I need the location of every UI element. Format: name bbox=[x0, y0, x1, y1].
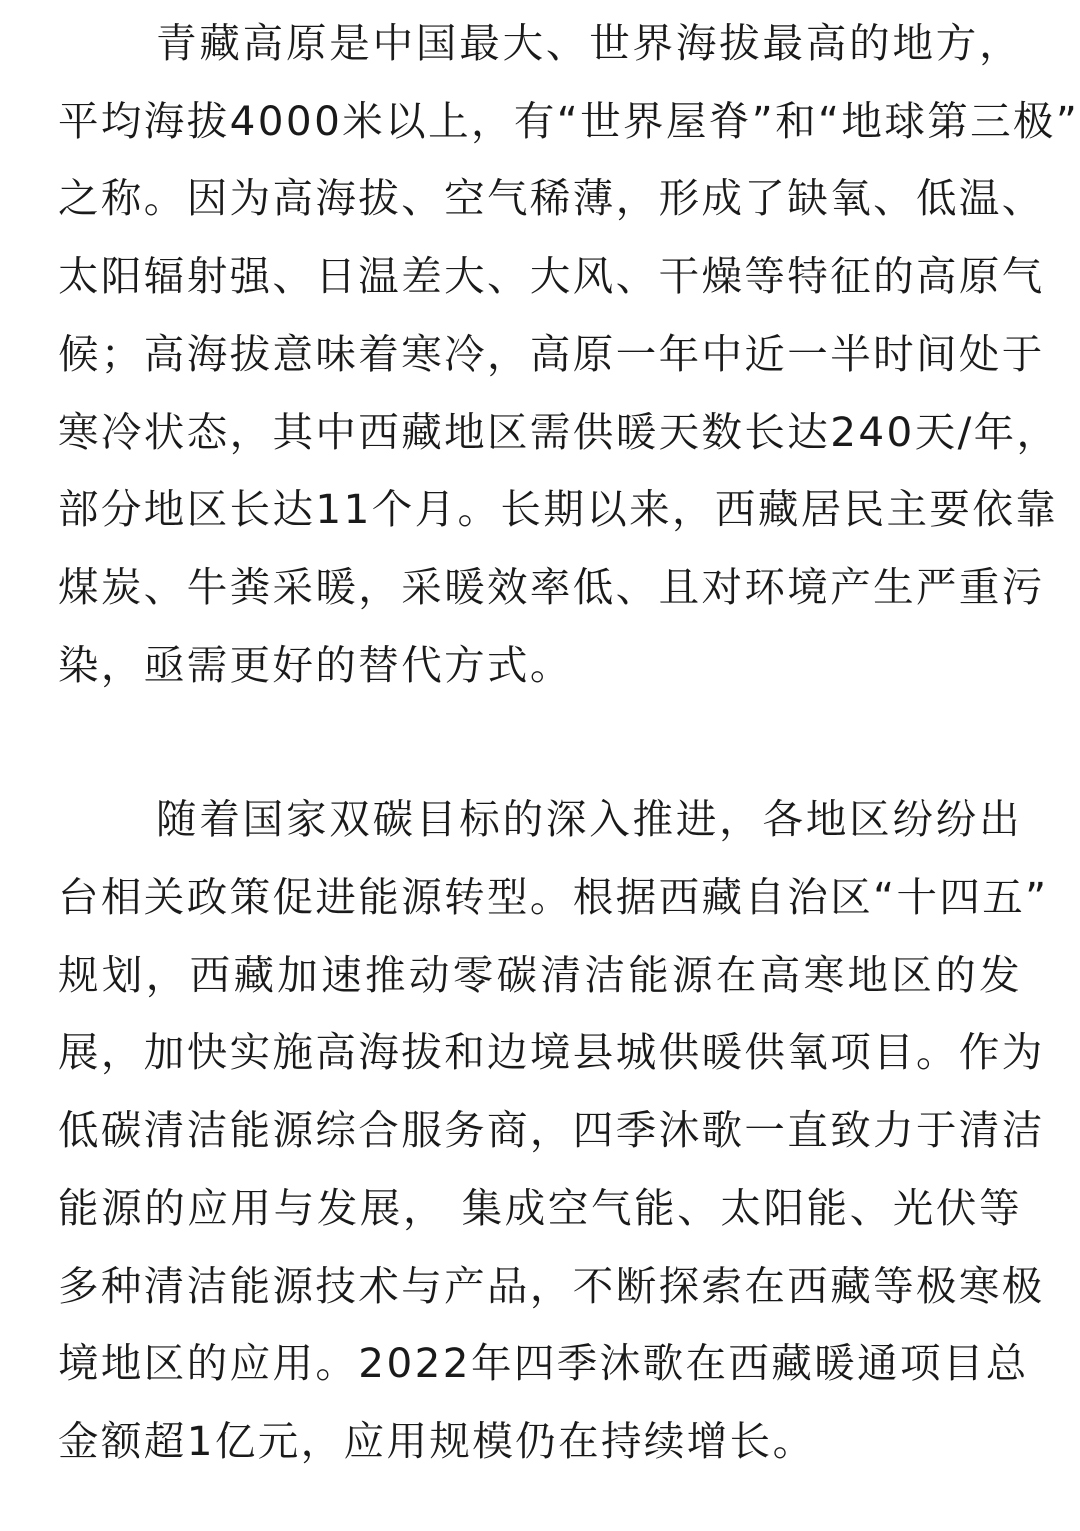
text-line: 规划，西藏加速推动零碳清洁能源在高寒地区的发 bbox=[58, 950, 1022, 999]
text-line: 之称。因为高海拔、空气稀薄，形成了缺氧、低温、 bbox=[58, 174, 1045, 223]
paragraph-plateau-climate bbox=[58, 0, 1080, 704]
text-line: 候；高海拔意味着寒冷，高原一年中近一半时间处于 bbox=[58, 329, 1045, 378]
text-line: 部分地区长达11个月。长期以来，西藏居民主要依靠 bbox=[58, 485, 1059, 534]
text-line: 展，加快实施高海拔和边境县城供暖供氧项目。作为 bbox=[58, 1028, 1045, 1077]
text-line: 台相关政策促进能源转型。根据西藏自治区“十四五” bbox=[58, 873, 1049, 922]
text-line: 太阳辐射强、日温差大、大风、干燥等特征的高原气 bbox=[58, 252, 1045, 301]
text-line: 低碳清洁能源综合服务商，四季沐歌一直致力于清洁 bbox=[58, 1106, 1045, 1155]
text-line: 寒冷状态，其中西藏地区需供暖天数长达240天/年， bbox=[58, 407, 1060, 456]
text-line: 随着国家双碳目标的深入推进，各地区纷纷出 bbox=[156, 795, 1022, 844]
text-line: 平均海拔4000米以上，有“世界屋脊”和“地球第三极” bbox=[58, 96, 1080, 145]
text-line: 境地区的应用。2022年四季沐歌在西藏暖通项目总 bbox=[58, 1339, 1029, 1388]
text-line: 煤炭、牛粪采暖，采暖效率低、且对环境产生严重污 bbox=[58, 562, 1045, 611]
text-line: 青藏高原是中国最大、世界海拔最高的地方， bbox=[156, 19, 1022, 67]
article-body bbox=[58, 0, 1080, 1481]
text-line: 金额超1亿元，应用规模仍在持续增长。 bbox=[58, 1416, 816, 1465]
text-line: 染，亟需更好的替代方式。 bbox=[58, 640, 573, 689]
text-line: 多种清洁能源技术与产品，不断探索在西藏等极寒极 bbox=[58, 1261, 1045, 1310]
text-line: 能源的应用与发展， 集成空气能、太阳能、光伏等 bbox=[58, 1183, 1022, 1232]
paragraph-energy-transition bbox=[58, 781, 1049, 1480]
